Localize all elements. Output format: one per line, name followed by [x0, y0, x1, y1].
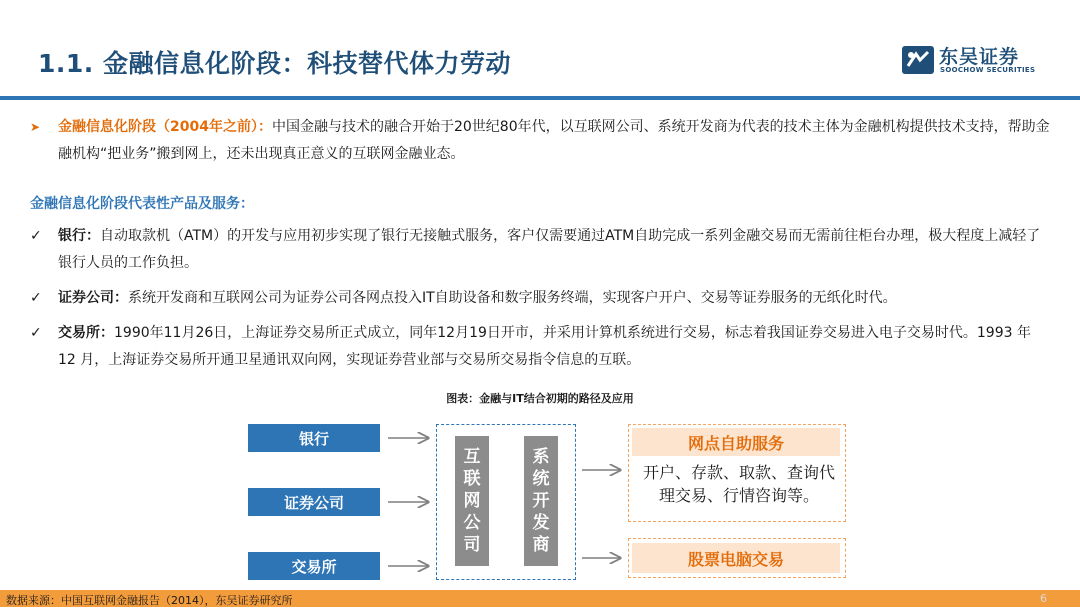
intro-text: 中国金融与技术的融合开始于20世纪80年代，以互联网公司、系统开发商为代表的技术主体为金融机构提供技术支持，帮助金融机构“把业务”搬到网上，还未出现真正意义的互联网金融业态。	[58, 119, 1050, 162]
data-source: 数据来源：中国互联网金融报告（2014），东吴证券研究所	[6, 594, 293, 607]
bullet-label: 证券公司：	[58, 290, 128, 306]
bullet-text: 自动取款机（ATM）的开发与应用初步实现了银行无接触式服务，客户仅需要通过ATM自助完成一系列金融交易而无需前往柜台办理，极大程度上减轻了银行人员的工作负担。	[58, 228, 1041, 271]
page-number: 6	[1040, 592, 1047, 605]
box-securities: 证券公司	[248, 488, 380, 516]
box-exchange: 交易所	[248, 552, 380, 580]
logo-name-cn: 东吴证券	[939, 46, 1020, 68]
box-internet-company: 互 联 网 公 司	[455, 436, 489, 566]
bullet-label: 交易所：	[58, 325, 114, 341]
bullet-text: 1990年11月26日，上海证券交易所正式成立，同年12月19日开市，并采用计算机系统进行交易，标志着我国证券交易进入电子交易时代。1993 年 12 月，上海证券交易所开通卫星通讯双向网，实现证券营业部与交易所交易指令信息的互联。	[58, 325, 1031, 368]
bullet-text: 系统开发商和互联网公司为证券公司各网点投入IT自助设备和数字服务终端，实现客户开户、交易等证券服务的无纸化时代。	[128, 290, 897, 306]
self-service-body: 开户、存款、取款、查询代理交易、行情咨询等。	[642, 463, 835, 505]
figure-caption: 图表：金融与IT结合初期的路径及应用	[446, 392, 634, 405]
checkmark-icon: ✓	[30, 228, 42, 244]
computer-trading-title: 股票电脑交易	[632, 543, 840, 573]
box-system-developer: 系 统 开 发 商	[524, 436, 558, 566]
box-bank: 银行	[248, 424, 380, 452]
intro-label: 金融信息化阶段（2004年之前）：	[58, 119, 272, 135]
checkmark-icon: ✓	[30, 325, 42, 341]
bullet-label: 银行：	[58, 228, 100, 244]
self-service-title: 网点自助服务	[632, 428, 840, 456]
checkmark-icon: ✓	[30, 290, 42, 306]
section-subheading: 金融信息化阶段代表性产品及服务：	[30, 196, 254, 212]
page-title: 1.1. 金融信息化阶段：科技替代体力劳动	[38, 49, 511, 78]
arrow-bullet-icon: ➤	[30, 120, 41, 134]
logo-name-en: SOOCHOW SECURITIES	[940, 66, 1036, 74]
